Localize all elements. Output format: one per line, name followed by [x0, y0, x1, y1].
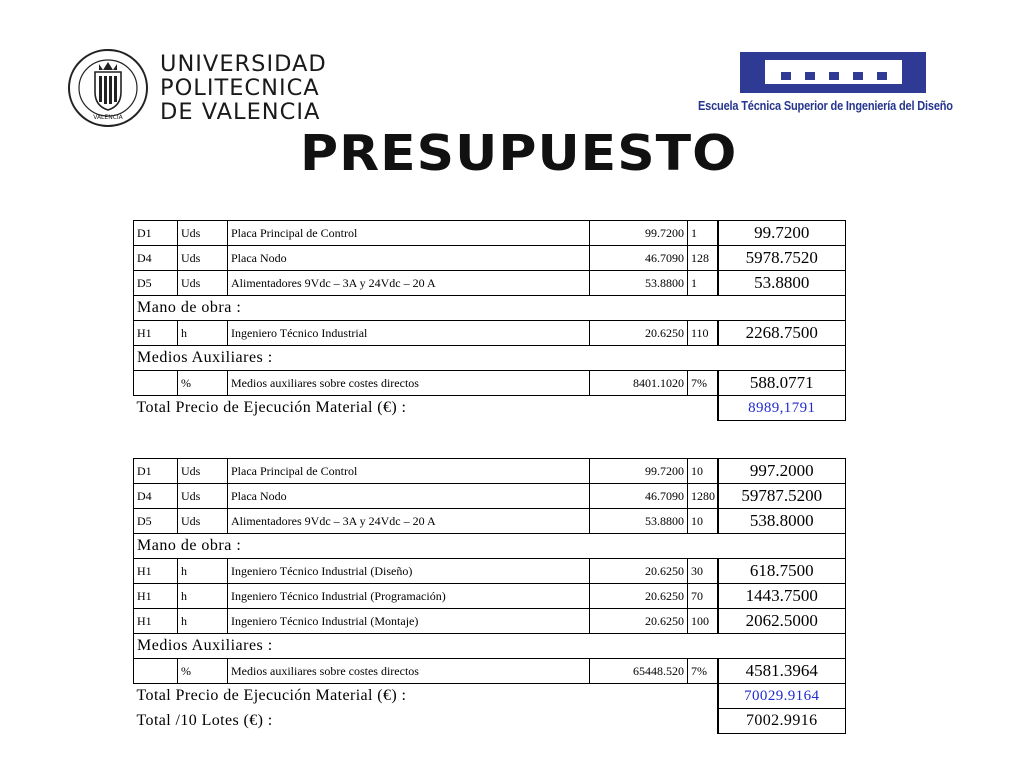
table-row	[134, 371, 846, 396]
total-value: 70029.9164	[718, 684, 846, 709]
code-cell: H1	[134, 559, 178, 584]
quantity-cell: 10	[688, 459, 718, 484]
code-cell: D4	[134, 246, 178, 271]
budget-table-1	[133, 220, 846, 421]
amount-cell: 997.2000	[718, 459, 846, 484]
description-cell: Ingeniero Técnico Industrial (Montaje)	[228, 609, 590, 634]
amount-cell: 53.8800	[718, 271, 846, 296]
code-cell: H1	[134, 321, 178, 346]
unit-cell: Uds	[178, 459, 228, 484]
unit-cell: Uds	[178, 271, 228, 296]
table-row	[134, 659, 846, 684]
quantity-cell: 30	[688, 559, 718, 584]
table-row	[134, 459, 846, 484]
price-cell: 20.6250	[590, 559, 688, 584]
table-row	[134, 271, 846, 296]
price-cell: 46.7090	[590, 246, 688, 271]
budget-table-2	[133, 458, 846, 734]
description-cell: Ingeniero Técnico Industrial (Diseño)	[228, 559, 590, 584]
unit-cell: Uds	[178, 509, 228, 534]
section-row-auxiliary	[134, 634, 846, 659]
description-cell: Placa Nodo	[228, 484, 590, 509]
upv-seal-icon	[66, 48, 150, 128]
price-cell: 99.7200	[590, 221, 688, 246]
quantity-cell: 1	[688, 221, 718, 246]
description-cell: Placa Nodo	[228, 246, 590, 271]
upv-logo	[66, 48, 328, 128]
description-cell: Placa Principal de Control	[228, 459, 590, 484]
table-row	[134, 509, 846, 534]
description-cell: Alimentadores 9Vdc – 3A y 24Vdc – 20 A	[228, 509, 590, 534]
unit-cell: Uds	[178, 484, 228, 509]
amount-cell: 1443.7500	[718, 584, 846, 609]
quantity-cell: 7%	[688, 371, 718, 396]
quantity-cell: 110	[688, 321, 718, 346]
amount-cell: 588.0771	[718, 371, 846, 396]
code-cell: D4	[134, 484, 178, 509]
description-cell: Placa Principal de Control	[228, 221, 590, 246]
quantity-cell: 10	[688, 509, 718, 534]
svg-text:VALENCIA: VALENCIA	[93, 114, 123, 121]
unit-cell: Uds	[178, 221, 228, 246]
section-row-auxiliary	[134, 346, 846, 371]
unit-cell: %	[178, 371, 228, 396]
total-value: 8989,1791	[718, 396, 846, 421]
lots-total-label: Total /10 Lotes (€) :	[134, 709, 718, 734]
section-label-labor: Mano de obra :	[134, 534, 846, 559]
total-label: Total Precio de Ejecución Material (€) :	[134, 684, 718, 709]
quantity-cell: 1	[688, 271, 718, 296]
section-row-labor	[134, 534, 846, 559]
unit-cell: h	[178, 609, 228, 634]
total-row	[134, 684, 846, 709]
lots-total-row	[134, 709, 846, 734]
total-label: Total Precio de Ejecución Material (€) :	[134, 396, 718, 421]
amount-cell: 99.7200	[718, 221, 846, 246]
section-label-auxiliary: Medios Auxiliares :	[134, 634, 846, 659]
price-cell: 20.6250	[590, 321, 688, 346]
section-row-labor	[134, 296, 846, 321]
price-cell: 53.8800	[590, 271, 688, 296]
code-cell	[134, 371, 178, 396]
quantity-cell: 7%	[688, 659, 718, 684]
table-row	[134, 484, 846, 509]
quantity-cell: 70	[688, 584, 718, 609]
quantity-cell: 1280	[688, 484, 718, 509]
table-row	[134, 221, 846, 246]
amount-cell: 2062.5000	[718, 609, 846, 634]
price-cell: 53.8800	[590, 509, 688, 534]
description-cell: Medios auxiliares sobre costes directos	[228, 371, 590, 396]
description-cell: Alimentadores 9Vdc – 3A y 24Vdc – 20 A	[228, 271, 590, 296]
amount-cell: 2268.7500	[718, 321, 846, 346]
unit-cell: %	[178, 659, 228, 684]
table-row	[134, 609, 846, 634]
price-cell: 65448.520	[590, 659, 688, 684]
description-cell: Ingeniero Técnico Industrial (Programación)	[228, 584, 590, 609]
upv-name-line-2: POLITECNICA	[160, 75, 320, 101]
code-cell: D1	[134, 459, 178, 484]
table-row	[134, 584, 846, 609]
price-cell: 8401.1020	[590, 371, 688, 396]
amount-cell: 59787.5200	[718, 484, 846, 509]
table-row	[134, 321, 846, 346]
total-row	[134, 396, 846, 421]
table-row	[134, 559, 846, 584]
description-cell: Ingeniero Técnico Industrial	[228, 321, 590, 346]
price-cell: 20.6250	[590, 609, 688, 634]
unit-cell: h	[178, 321, 228, 346]
amount-cell: 5978.7520	[718, 246, 846, 271]
code-cell: D1	[134, 221, 178, 246]
page-title: PRESUPUESTO	[300, 125, 738, 183]
section-label-auxiliary: Medios Auxiliares :	[134, 346, 846, 371]
unit-cell: Uds	[178, 246, 228, 271]
description-cell: Medios auxiliares sobre costes directos	[228, 659, 590, 684]
quantity-cell: 100	[688, 609, 718, 634]
code-cell: D5	[134, 271, 178, 296]
quantity-cell: 128	[688, 246, 718, 271]
price-cell: 20.6250	[590, 584, 688, 609]
code-cell	[134, 659, 178, 684]
etsid-name: Escuela Técnica Superior de Ingeniería del Diseño	[698, 99, 953, 113]
code-cell: H1	[134, 609, 178, 634]
table-row	[134, 246, 846, 271]
lots-total-value: 7002.9916	[718, 709, 846, 734]
upv-name-line-1: UNIVERSIDAD	[160, 51, 327, 77]
price-cell: 46.7090	[590, 484, 688, 509]
amount-cell: 4581.3964	[718, 659, 846, 684]
unit-cell: h	[178, 559, 228, 584]
section-label-labor: Mano de obra :	[134, 296, 846, 321]
code-cell: D5	[134, 509, 178, 534]
code-cell: H1	[134, 584, 178, 609]
amount-cell: 538.8000	[718, 509, 846, 534]
upv-name-line-3: DE VALENCIA	[160, 99, 321, 125]
price-cell: 99.7200	[590, 459, 688, 484]
unit-cell: h	[178, 584, 228, 609]
amount-cell: 618.7500	[718, 559, 846, 584]
